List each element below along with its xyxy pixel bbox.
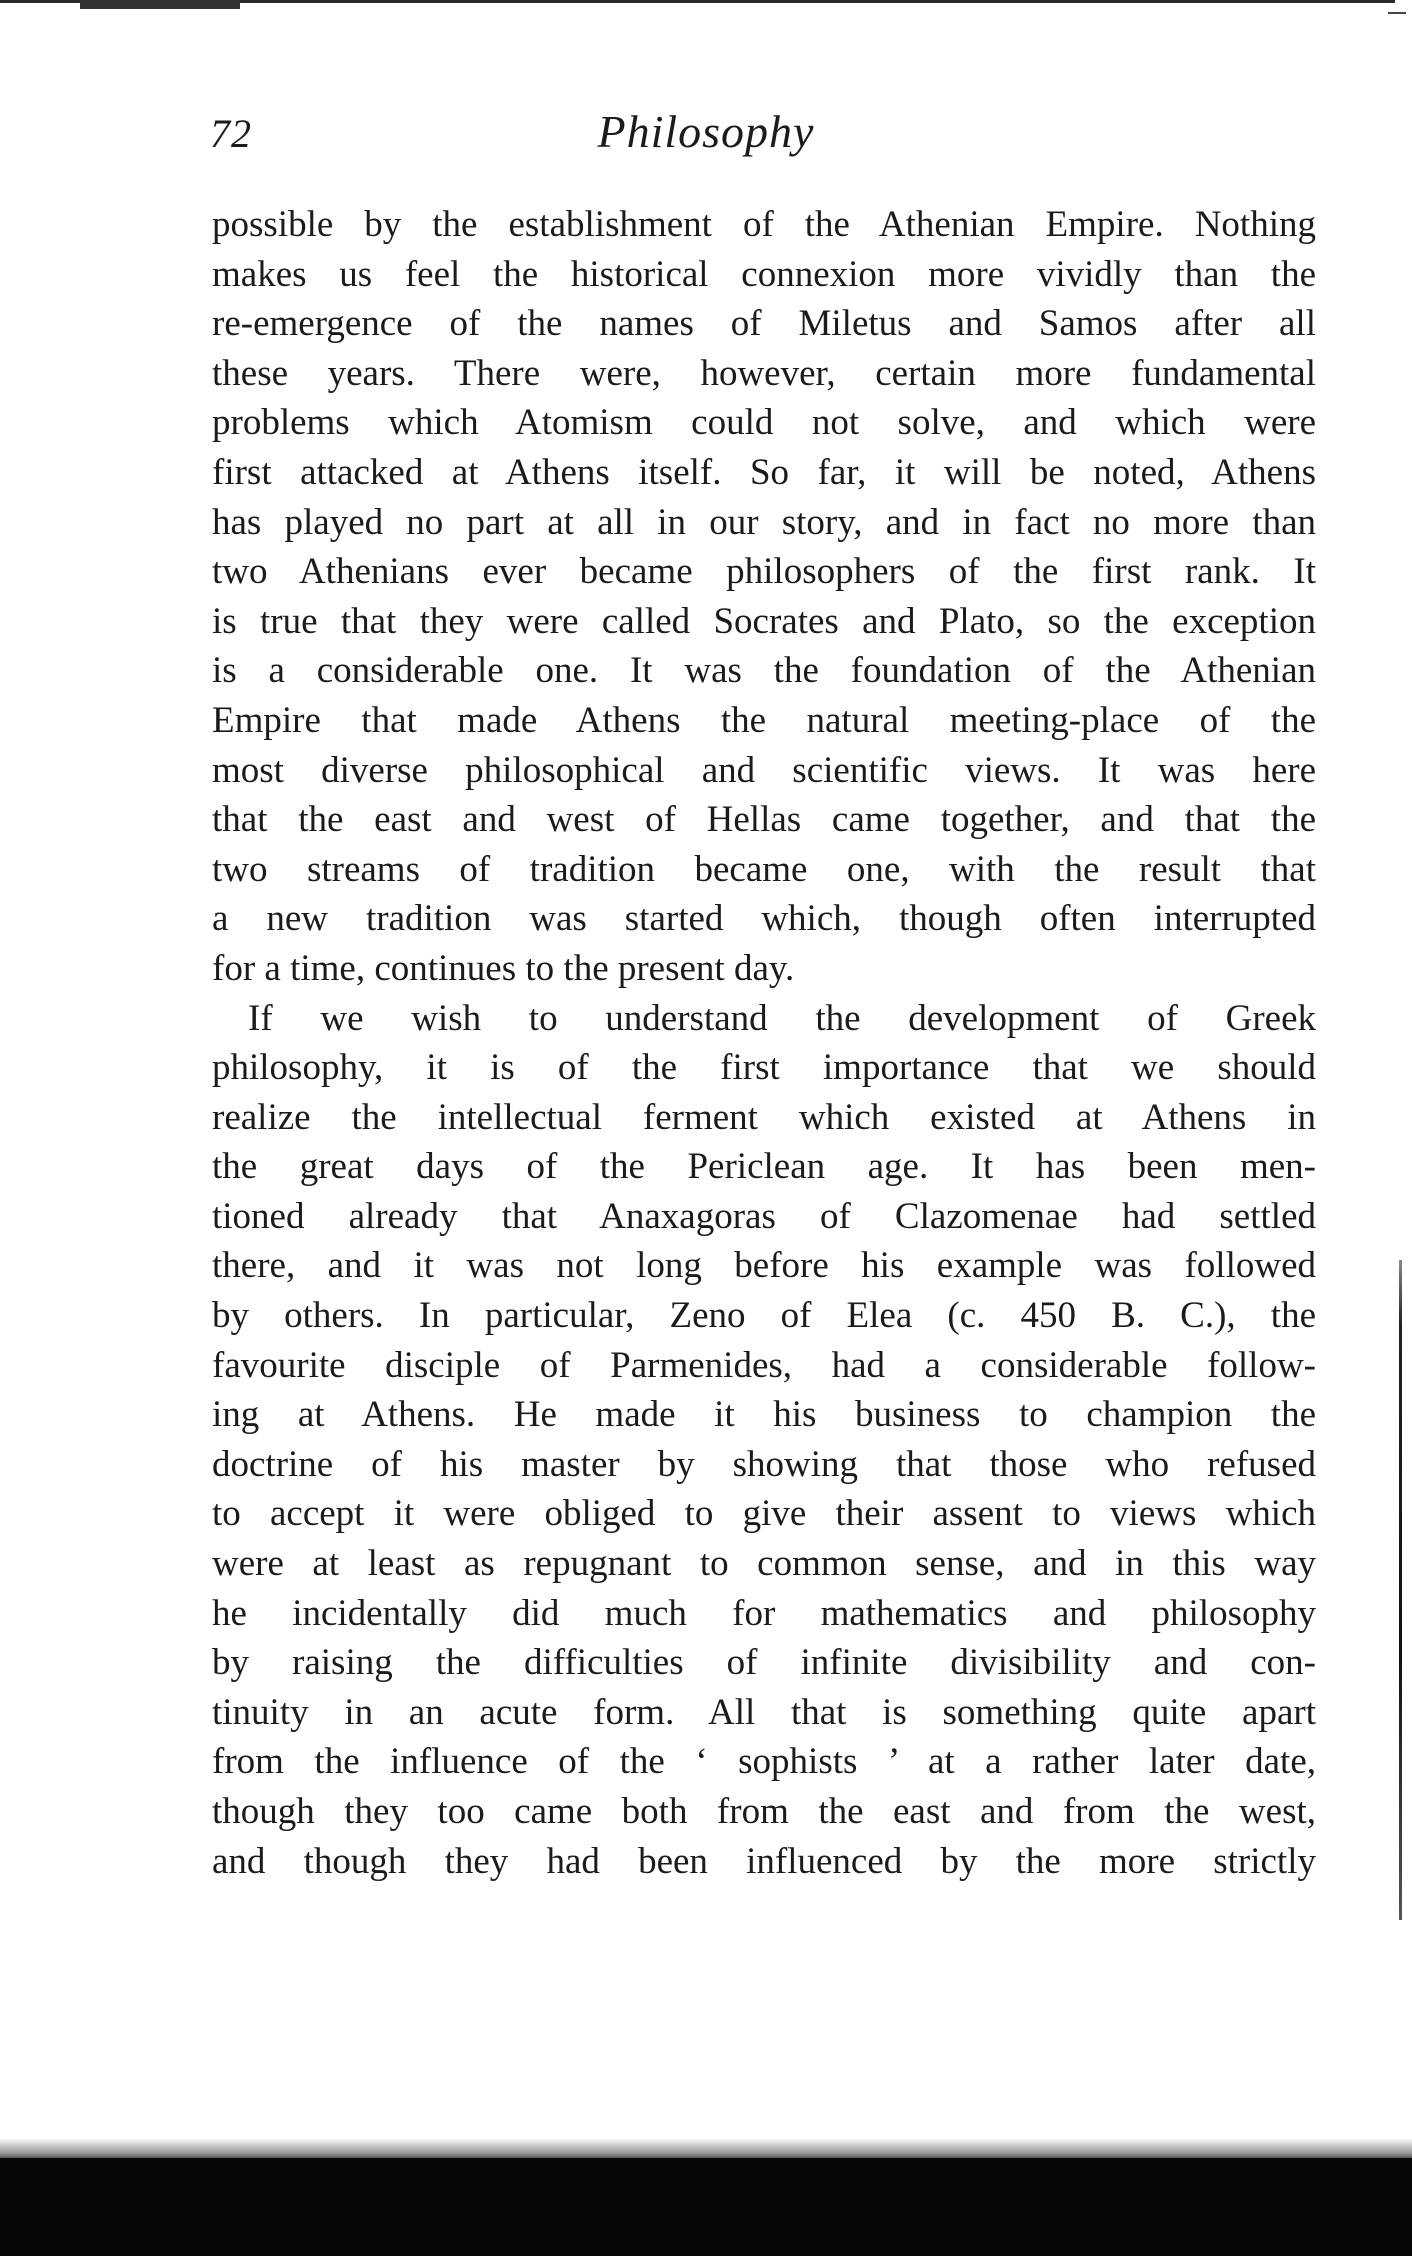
text-line: he incidentally did much for mathematics and philosophy bbox=[212, 1592, 1316, 1634]
text-line: two streams of tradition became one, with the result that bbox=[212, 848, 1316, 890]
text-line: is a considerable one. It was the foundation of the Athenian bbox=[212, 650, 1316, 692]
text-line: re-emergence of the names of Miletus and Samos after all bbox=[212, 303, 1316, 345]
text-line: has played no part at all in our story, and in fact no more than bbox=[212, 501, 1316, 543]
text-line: is true that they were called Socrates and Plato, so the exception bbox=[212, 600, 1316, 642]
text-line: makes us feel the historical connexion more vividly than the bbox=[212, 253, 1316, 295]
scan-top-dash bbox=[1388, 12, 1406, 14]
text-line: most diverse philosophical and scientific views. It was here bbox=[212, 749, 1316, 791]
text-line: doctrine of his master by showing that those who refused bbox=[212, 1443, 1316, 1485]
text-line: Empire that made Athens the natural meeting-place of the bbox=[212, 699, 1316, 741]
text-line: and though they had been influenced by the more strictly bbox=[212, 1840, 1316, 1882]
text-line: realize the intellectual ferment which existed at Athens in bbox=[212, 1096, 1316, 1138]
text-line: to accept it were obliged to give their assent to views which bbox=[212, 1493, 1316, 1535]
text-line: that the east and west of Hellas came together, and that the bbox=[212, 799, 1316, 841]
paragraph-start-line: If we wish to understand the development of Greek bbox=[248, 997, 1316, 1039]
page-number: 72 bbox=[210, 111, 252, 156]
paragraph-end-line: for a time, continues to the present day. bbox=[212, 947, 795, 989]
text-line: tinuity in an acute form. All that is something quite apart bbox=[212, 1691, 1316, 1733]
text-line: possible by the establishment of the Athenian Empire. Nothing bbox=[212, 204, 1316, 245]
text-line: though they too came both from the east and from the west, bbox=[212, 1791, 1316, 1832]
text-line: first attacked at Athens itself. So far, it will be noted, Athens bbox=[212, 451, 1316, 493]
running-title: Philosophy bbox=[597, 106, 815, 157]
text-line: a new tradition was started which, though often interrupted bbox=[212, 898, 1316, 940]
text-line: there, and it was not long before his example was followed bbox=[212, 1245, 1316, 1287]
text-line: tioned already that Anaxagoras of Clazomenae had settled bbox=[212, 1195, 1316, 1237]
text-line: from the influence of the ‘ sophists ’ at a rather later date, bbox=[212, 1741, 1316, 1783]
text-line: problems which Atomism could not solve, and which were bbox=[212, 402, 1316, 444]
body-text bbox=[212, 200, 1316, 1886]
text-line: by others. In particular, Zeno of Elea (c. 450 B. C.), the bbox=[212, 1295, 1316, 1337]
text-line: these years. There were, however, certain more fundamental bbox=[212, 352, 1316, 394]
text-line: ing at Athens. He made it his business to champion the bbox=[212, 1394, 1316, 1436]
text-line: were at least as repugnant to common sense, and in this way bbox=[212, 1543, 1316, 1585]
scan-bottom-band bbox=[0, 2158, 1412, 2256]
scan-right-edge bbox=[1399, 1260, 1402, 1920]
scan-top-mark bbox=[80, 0, 240, 9]
text-line: favourite disciple of Parmenides, had a considerable follow- bbox=[212, 1344, 1316, 1386]
text-line: philosophy, it is of the first importance that we should bbox=[212, 1047, 1316, 1089]
text-line: the great days of the Periclean age. It has been men- bbox=[212, 1146, 1316, 1188]
text-line: by raising the difficulties of infinite divisibility and con- bbox=[212, 1642, 1316, 1684]
text-line: two Athenians ever became philosophers of the first rank. It bbox=[212, 551, 1316, 593]
